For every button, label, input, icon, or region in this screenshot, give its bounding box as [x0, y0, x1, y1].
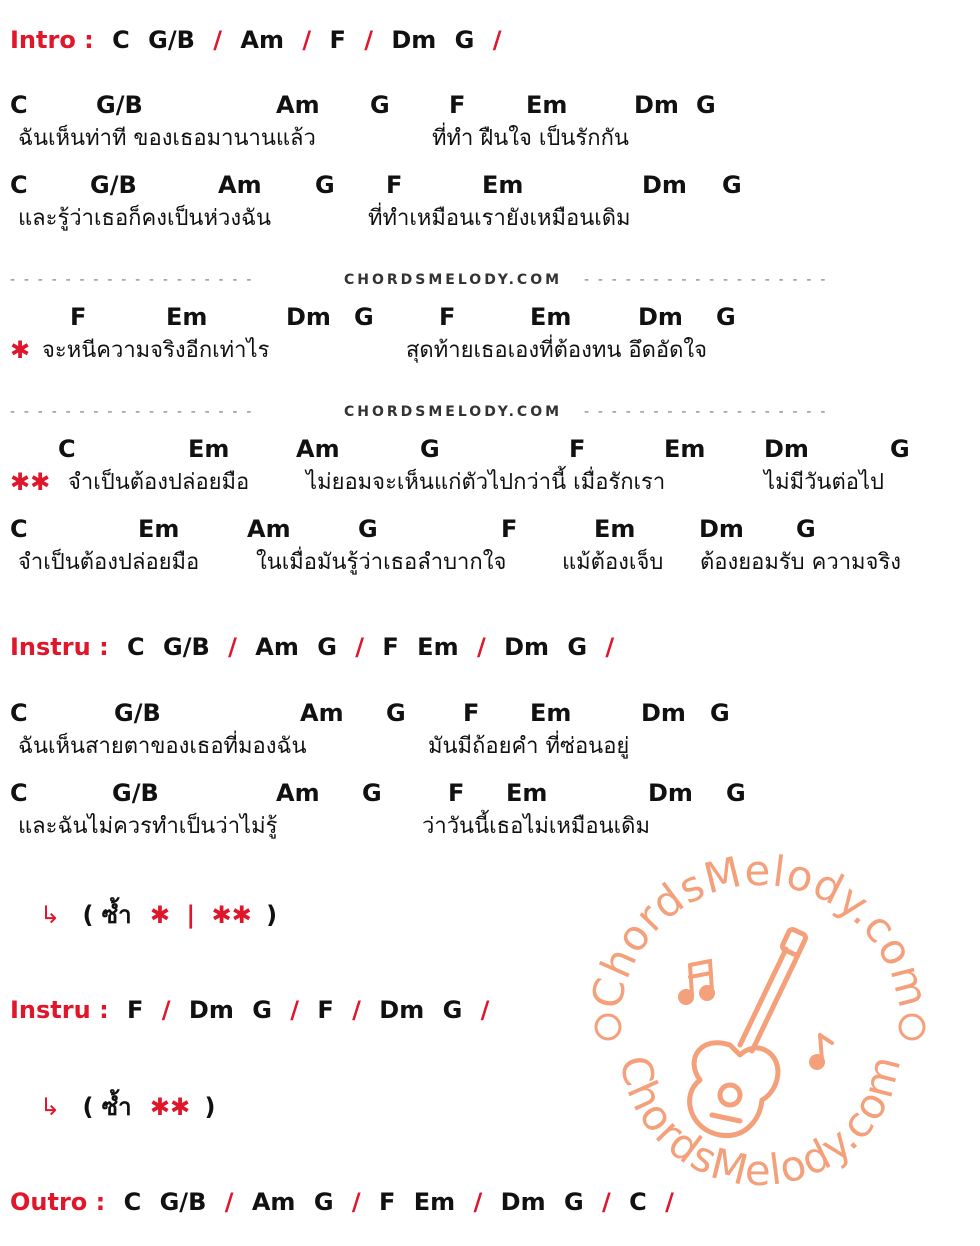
bar-separator: / [355, 633, 365, 661]
chord: G [317, 633, 337, 661]
chord: G [370, 91, 390, 119]
chord: Am [300, 699, 344, 727]
chord: Dm [188, 996, 234, 1024]
chord: Em [664, 435, 706, 463]
chord: C [112, 26, 130, 54]
chord: G [252, 996, 272, 1024]
chord: F [317, 996, 334, 1024]
chorus-ref-marker: ✱✱ [149, 1093, 191, 1121]
bar-separator: / [302, 26, 312, 54]
return-arrow-icon: ↳ [40, 1093, 61, 1121]
chord: Am [251, 1188, 296, 1216]
chord: F [127, 996, 144, 1024]
divider-site-name: CHORDSMELODY.COM [344, 272, 563, 288]
chord: F [569, 435, 586, 463]
chord: F [463, 699, 480, 727]
instru-colon: : [99, 996, 109, 1024]
watermark-dot-left [596, 1015, 620, 1039]
paren-open: ( [82, 1093, 94, 1121]
chord: F [449, 91, 466, 119]
prechorus-ref-marker: ✱ [149, 901, 171, 929]
chord: Em [166, 303, 208, 331]
divider-site-name: CHORDSMELODY.COM [344, 404, 563, 420]
lyric: ฉันเห็นสายตาของเธอที่มองฉัน [18, 734, 307, 759]
bar-separator: / [602, 1188, 611, 1216]
bar-separator: / [161, 996, 171, 1024]
intro-colon: : [84, 26, 94, 54]
chorus-ref-marker: ✱✱ [211, 901, 252, 929]
chord: Em [594, 515, 636, 543]
chord: C [10, 91, 28, 119]
chord: G/B [90, 171, 137, 199]
bar-separator: / [290, 996, 300, 1024]
section-divider [10, 402, 890, 422]
chord: C [10, 699, 28, 727]
lyric: จะหนีความจริงอีกเท่าไร [42, 338, 270, 363]
chord: C [10, 171, 28, 199]
lyric: ไม่ยอมจะเห็นแก่ตัวไปกว่านี้ เมื่อรักเรา [306, 470, 666, 495]
instru-line-2 [10, 995, 499, 1025]
return-arrow-icon: ↳ [40, 901, 61, 929]
chord: Dm [391, 26, 437, 54]
chord: G [386, 699, 406, 727]
chord: G [358, 515, 378, 543]
chord: Am [218, 171, 262, 199]
intro-label: Intro [10, 26, 76, 54]
chord: G [567, 633, 588, 661]
instru-label: Instru [10, 633, 91, 661]
chord: G [354, 303, 374, 331]
paren-close: ) [266, 901, 278, 929]
chord: G [796, 515, 816, 543]
lyric: จำเป็นต้องปล่อยมือ [68, 470, 250, 495]
bar-separator: / [228, 633, 237, 661]
lyric: และฉันไม่ควรทำเป็นว่าไม่รู้ [18, 814, 278, 839]
chord: F [70, 303, 87, 331]
chord: G [696, 91, 716, 119]
lyric: ไม่มีวันต่อไป [764, 470, 884, 495]
section-divider [10, 270, 890, 290]
watermark-text-top: ChordsMelody.com [581, 845, 939, 1013]
divider-dashes: - - - - - - - - - - - - - - - - - - [10, 272, 254, 288]
repeat-word: ซ้ำ [101, 901, 132, 929]
paren-open: ( [82, 901, 94, 929]
lyric: ในเมื่อมันรู้ว่าเธอลำบากใจ [256, 550, 507, 575]
chord: Dm [638, 303, 683, 331]
lyric: สุดท้ายเธอเองที่ต้องทน อึดอัดใจ [406, 338, 708, 363]
chord: Am [240, 26, 284, 54]
chord: Em [138, 515, 180, 543]
chord: G/B [112, 779, 159, 807]
instru-colon: : [99, 633, 109, 661]
lyric: และรู้ว่าเธอก็คงเป็นห่วงฉัน [18, 206, 272, 231]
chord: Am [255, 633, 299, 661]
chord: G [420, 435, 440, 463]
chord: G [716, 303, 736, 331]
chord: F [448, 779, 465, 807]
chord: F [439, 303, 456, 331]
chord: Em [188, 435, 230, 463]
outro-label: Outro [10, 1188, 88, 1216]
chord: F [329, 26, 346, 54]
chord: Em [530, 303, 572, 331]
bar-separator: / [605, 633, 615, 661]
bar-separator: / [364, 26, 373, 54]
lyric: ที่ทำเหมือนเรายังเหมือนเดิม [368, 206, 631, 231]
chord: Em [526, 91, 568, 119]
watermark-dot-right [900, 1015, 924, 1039]
chord: Dm [648, 779, 693, 807]
chord: Em [506, 779, 548, 807]
bar-separator: / [351, 1188, 361, 1216]
chord: F [382, 633, 399, 661]
bar-separator: / [492, 26, 502, 54]
chord: Dm [642, 171, 687, 199]
chord: C [629, 1188, 647, 1216]
lyric: มันมีถ้อยคำ ที่ซ่อนอยู่ [428, 734, 630, 759]
chord: C [10, 779, 28, 807]
lyric: แม้ต้องเจ็บ [562, 550, 664, 575]
chord: G [563, 1188, 584, 1216]
lyric: จำเป็นต้องปล่อยมือ [18, 550, 200, 575]
chord: Am [276, 779, 320, 807]
watermark-text-bottom: ChordsMelody.com [610, 1049, 911, 1196]
bar-separator: / [480, 996, 490, 1024]
lyric: ว่าวันนี้เธอไม่เหมือนเดิม [422, 814, 650, 839]
instru-label: Instru [10, 996, 91, 1024]
chord: C [58, 435, 76, 463]
repeat-word: ซ้ำ [101, 1093, 132, 1121]
chord: G/B [96, 91, 143, 119]
chord: G [890, 435, 910, 463]
repeat-instruction-1 [40, 900, 277, 930]
chord: G [710, 699, 730, 727]
chord: Dm [699, 515, 744, 543]
chord: Dm [764, 435, 809, 463]
chord: G [362, 779, 382, 807]
chord: Dm [504, 633, 549, 661]
chordsmelody-watermark-logo [580, 845, 940, 1205]
chord: Em [530, 699, 572, 727]
chord: Dm [379, 996, 425, 1024]
chord: G [315, 171, 335, 199]
outro-colon: : [95, 1188, 106, 1216]
bar-separator: | [186, 901, 196, 929]
chord: Em [417, 633, 459, 661]
chord: Em [413, 1188, 456, 1216]
bar-separator: / [213, 26, 223, 54]
chord: C [10, 515, 28, 543]
chord: F [379, 1188, 396, 1216]
paren-close: ) [204, 1093, 216, 1121]
chord: G [442, 996, 463, 1024]
chord: Em [482, 171, 524, 199]
chord: Am [296, 435, 340, 463]
chorus-marker: ✱✱ [10, 468, 51, 496]
bar-separator: / [224, 1188, 234, 1216]
chord: Dm [286, 303, 331, 331]
chord: C [127, 633, 145, 661]
prechorus-marker: ✱ [10, 336, 31, 364]
divider-dashes: - - - - - - - - - - - - - - - - - - [584, 404, 828, 420]
repeat-instruction-2 [40, 1092, 215, 1122]
chord: G/B [114, 699, 161, 727]
chord: G [313, 1188, 334, 1216]
chord: G/B [159, 1188, 207, 1216]
divider-dashes: - - - - - - - - - - - - - - - - - - [584, 272, 828, 288]
bar-separator: / [352, 996, 361, 1024]
chord: Dm [634, 91, 679, 119]
divider-dashes: - - - - - - - - - - - - - - - - - - [10, 404, 254, 420]
lyric: ฉันเห็นท่าที ของเธอมานานแล้ว [18, 126, 316, 151]
chord: F [501, 515, 518, 543]
chord: G/B [163, 633, 210, 661]
chord: Am [276, 91, 320, 119]
instru-line-1 [10, 632, 624, 662]
guitar-icon [690, 928, 807, 1135]
intro-line [10, 25, 511, 55]
chord: C [123, 1188, 142, 1216]
chord: G/B [148, 26, 195, 54]
chord: F [386, 171, 403, 199]
chord: G [722, 171, 742, 199]
lyric: ที่ทำ ฝืนใจ เป็นรักกัน [432, 126, 629, 151]
chord: Dm [641, 699, 686, 727]
chord: G [726, 779, 746, 807]
chord: Am [247, 515, 291, 543]
chord: G [454, 26, 475, 54]
bar-separator: / [665, 1188, 674, 1216]
bar-separator: / [473, 1188, 483, 1216]
lyric: ต้องยอมรับ ความจริง [700, 550, 901, 575]
chord: Dm [500, 1188, 546, 1216]
bar-separator: / [476, 633, 486, 661]
